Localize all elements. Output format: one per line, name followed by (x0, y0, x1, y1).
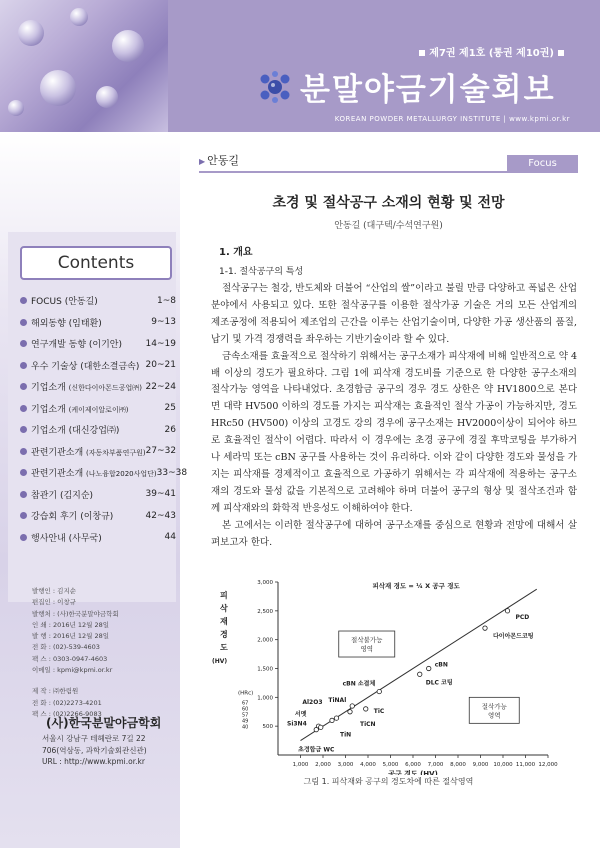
hrc-label: (HRc) (238, 690, 254, 697)
y-axis-label: 피 (220, 591, 228, 600)
data-point-label: cBN 소결체 (342, 680, 376, 688)
data-point-label: TiCN (360, 720, 376, 728)
figure-caption: 그림 1. 피삭재와 공구의 경도차에 따른 절삭영역 (303, 777, 474, 786)
region-unable-label: 절삭불가능 (351, 636, 383, 645)
bullet-icon (20, 405, 27, 412)
contents-title: Contents (20, 246, 172, 280)
publication-subtitle: KOREAN POWDER METALLURGY INSTITUTE | www.kpmi.or.kr (334, 115, 570, 123)
toc-item-label: 기업소개 (신한다이아몬드공업㈜) (31, 383, 142, 394)
data-point (377, 689, 381, 693)
publication-title: 분말야금기술회보 (300, 72, 556, 108)
bullet-icon (20, 469, 27, 476)
bullet-icon (20, 319, 27, 326)
hrc-tick-label: 57 (242, 712, 249, 719)
data-point (330, 718, 334, 722)
colophon-line (32, 676, 172, 686)
hrc-tick-label: 67 (242, 700, 249, 707)
data-point-label: PCD (515, 613, 530, 621)
toc-item-label: 기업소개 (대신강업㈜) (31, 426, 120, 437)
y-axis-unit: (HV) (212, 658, 228, 665)
toc-item-pages: 39~41 (145, 489, 176, 500)
reference-line-label: 피삭재 경도 = ¼ X 공구 경도 (372, 581, 460, 590)
y-axis-label: 재 (220, 617, 228, 626)
toc-item-pages: 26 (164, 424, 176, 435)
region-able-label: 절삭가능 (481, 702, 507, 711)
y-tick-label: 2,500 (257, 608, 273, 615)
x-tick-label: 3,000 (337, 762, 354, 768)
bullet-icon (20, 426, 27, 433)
bullet-icon (20, 491, 27, 498)
toc-item-pages: 33~38 (156, 467, 188, 478)
data-point-label: TiN (340, 731, 352, 739)
hrc-tick-label: 49 (242, 718, 249, 725)
data-point (418, 672, 422, 676)
focus-tab: Focus (507, 155, 578, 171)
toc-item-label: 연구개발 동향 (이기안) (31, 340, 122, 351)
toc-item-pages: 44 (164, 532, 176, 543)
article-title: 초경 및 절삭공구 소재의 현황 및 전망 (272, 195, 505, 211)
address-line: URL : http://www.kpmi.or.kr (42, 757, 145, 766)
x-tick-label: 7,000 (427, 762, 444, 768)
data-point-label: DLC 코팅 (425, 679, 453, 687)
x-axis-label: 공구 경도 (HV) (388, 770, 438, 775)
colophon-line: 발 행 : 2016년 12월 28일 (32, 632, 109, 641)
colophon-line: 편집인 : 이창규 (32, 598, 76, 607)
toc-item-pages: 25 (164, 403, 176, 414)
x-tick-label: 10,000 (493, 762, 513, 768)
organization-address (42, 733, 147, 768)
toc-item-pages: 27~32 (145, 446, 177, 457)
data-point-label: 서멧 (294, 711, 307, 719)
toc-item-label: 행사안내 (사무국) (31, 533, 102, 544)
organization-name: (사)한국분말야금학회 (46, 716, 162, 730)
toc-item[interactable] (20, 419, 176, 441)
toc-item-note: (신한다이아몬드공업㈜) (68, 384, 142, 393)
molecule-icon (258, 70, 292, 104)
paragraph: 금속소재를 효율적으로 절삭하기 위해서는 공구소재가 피삭재에 비해 일반적으로 약 4배 이상의 경도가 필요하다. 그림 1에 피삭재 경도비를 기준으로 한 다양한 공구소재의 절삭가능 영역을 나타내었다. 초경합금 공구의 경우 경도 상한은 약 HV1800으로 본다면 대략 HV500 이하의 경도를 가지는 피삭재는 효율적인 절삭 가공이 가능하지만, 경도 HRc50 (HV500) 이상의 고경도 강의 경우에 공구소재는 HV2000이상이 되어야 하므로 효율적인 절삭이 어렵다. 따라서 이 경우에는 초경 공구에 경질 후막코팅을 부가하거나 세라믹 또는 cBN 공구를 사용하는 것이 유리하다. 이와 같이 다양한 경도와 물성을 가지는 피삭재를 경제적이고 효율적으로 가공하기 위해서는 각 피삭재에 적용하는 공구소재의 경도와 물성 값을 기본적으로 고려해야 하며 더불어 공구의 형상 및 절삭조건과 함께 피삭재와의 화학적 반응성도 이해하여야 한다. (211, 350, 577, 514)
article-body (211, 281, 577, 552)
toc-item-pages: 22~24 (145, 381, 176, 392)
data-point (350, 704, 354, 708)
y-axis-label: 도 (220, 643, 228, 652)
region-able-label: 영역 (487, 711, 501, 720)
y-tick-label: 1,500 (257, 666, 273, 673)
y-tick-label: 500 (262, 724, 273, 731)
toc-item-label: 관련기관소개 (나노융합2020사업단) (31, 469, 157, 480)
bullet-icon (20, 362, 27, 369)
issue-info: 제7권 제1호 (통권 제10권) (415, 44, 568, 59)
toc-item-note: (케이제이알로이㈜) (68, 405, 129, 414)
toc-item-label: 관련기관소개 (자동차부품연구원) (31, 447, 146, 458)
colophon-line: 발행처 : (사)한국분말야금학회 (32, 609, 119, 618)
colophon-line: 전 화 : (02)-539-4603 (32, 643, 100, 652)
data-point-label: Al2O3 (302, 699, 323, 707)
header-photo (0, 0, 168, 132)
toc-item[interactable] (20, 441, 176, 463)
y-tick-label: 1,000 (257, 695, 273, 702)
toc-item-pages: 9~13 (151, 317, 176, 328)
paragraph: 본 고에서는 이러한 절삭공구에 대하여 공구소재를 중심으로 현황과 전망에 대해서 살펴보고자 한다. (211, 519, 577, 548)
toc-item[interactable] (20, 333, 176, 355)
bullet-icon (20, 383, 27, 390)
x-tick-label: 9,000 (472, 762, 489, 768)
data-point (427, 666, 431, 670)
data-point (348, 710, 352, 714)
x-tick-label: 8,000 (450, 762, 466, 768)
colophon-line: 인 쇄 : 2016년 12월 28일 (32, 620, 109, 629)
colophon-line: 전 화 : (02)2273-4201 (32, 698, 102, 707)
toc-item-label: 해외동향 (임태환) (31, 318, 102, 329)
x-tick-label: 11,000 (515, 762, 536, 768)
x-tick-label: 6,000 (405, 762, 421, 768)
paragraph: 절삭공구는 철강, 반도체와 더불어 “산업의 쌀”이라고 불릴 만큼 다양하고 폭넓은 산업분야에서 사용되고 있다. 또한 절삭공구를 이용한 절삭가공 기술은 거의 모든 산업계의 제조공정에 적용되어 제조업의 근간을 이루는 산업기술이며, 다양한 가공 생산품의 품질, 납기 및 가격 경쟁력을 좌우하는 기반기술이라 할 수 있다. (211, 283, 577, 345)
toc-item[interactable] (20, 484, 176, 506)
colophon-line: 제 작 : ㈜한림원 (32, 687, 79, 696)
bullet-icon (20, 448, 27, 455)
toc-item-pages: 1~8 (157, 295, 176, 306)
toc-item-label: FOCUS (안동길) (31, 297, 98, 308)
data-point (319, 725, 323, 729)
hrc-tick-label: 40 (242, 724, 249, 731)
toc-item[interactable] (20, 290, 176, 312)
data-point-label: TiC (373, 707, 385, 715)
toc-item-label: 우수 기술상 (대한소결금속) (31, 361, 140, 372)
toc-item-note: (자동차부품연구원) (86, 448, 146, 457)
toc-item[interactable] (20, 376, 176, 398)
hardness-chart (208, 570, 568, 775)
colophon-line: 팩 스 : (02)2266-9083 (32, 709, 102, 718)
section-divider (199, 171, 578, 173)
hrc-tick-label: 60 (242, 706, 249, 713)
toc-item[interactable] (20, 527, 176, 549)
article-author: 안동길 (대구텍/수석연구원) (334, 221, 443, 231)
data-point-label: 초경합금 WC (298, 746, 335, 754)
address-line: 서울시 강남구 테헤란로 7길 22 (42, 734, 146, 743)
bullet-icon (20, 534, 27, 541)
colophon-line: 이메일 : kpmi@kpmi.or.kr (32, 666, 113, 675)
colophon-line: 팩 스 : 0303-0947-4603 (32, 654, 108, 663)
toc-item[interactable] (20, 355, 176, 377)
x-tick-label: 5,000 (382, 762, 399, 768)
triangle-icon: ▶ (199, 157, 206, 166)
x-tick-label: 1,000 (292, 762, 309, 768)
data-point-label: cBN (434, 661, 448, 669)
x-tick-label: 12,000 (538, 762, 558, 768)
y-axis-label: 경 (220, 630, 228, 639)
data-point (483, 626, 487, 630)
toc-item[interactable] (20, 312, 176, 334)
data-point (364, 707, 368, 711)
table-of-contents (20, 290, 188, 548)
figure-1 (208, 570, 568, 792)
x-tick-label: 4,000 (360, 762, 376, 768)
data-point-label: 다이아몬드코팅 (493, 633, 534, 641)
y-tick-label: 2,000 (257, 637, 273, 644)
toc-item-note: (나노융합2020사업단) (86, 470, 157, 479)
toc-item-label: 참관기 (김지순) (31, 490, 94, 501)
masthead (0, 0, 600, 132)
toc-item[interactable] (20, 398, 176, 420)
x-tick-label: 2,000 (315, 762, 331, 768)
bullet-icon (20, 512, 27, 519)
data-point (505, 609, 509, 613)
colophon (32, 586, 172, 720)
toc-item[interactable] (20, 462, 188, 484)
toc-item[interactable] (20, 505, 176, 527)
section-author: ▶ 안동길 (199, 154, 240, 167)
subheading-characteristics: 1-1. 절삭공구의 특성 (219, 267, 304, 277)
data-point (314, 727, 318, 731)
toc-item-pages: 42~43 (145, 510, 176, 521)
toc-item-label: 기업소개 (케이제이알로이㈜) (31, 404, 129, 415)
address-line: 706(역삼동, 과학기술회관신관) (42, 745, 147, 755)
toc-item-pages: 20~21 (145, 360, 176, 371)
toc-item-pages: 14~19 (145, 338, 176, 349)
region-unable-label: 영역 (360, 645, 374, 654)
bullet-icon (20, 340, 27, 347)
y-axis-label: 삭 (220, 604, 228, 613)
y-tick-label: 3,000 (257, 580, 273, 586)
toc-item-label: 강습회 후기 (이창규) (31, 512, 114, 523)
heading-overview: 1. 개요 (219, 247, 253, 258)
bullet-icon (20, 297, 27, 304)
colophon-line: 발행인 : 김지순 (32, 587, 76, 595)
data-point (334, 716, 338, 720)
data-point-label: Si3N4 (287, 720, 307, 728)
data-point-label: TiNAl (328, 696, 347, 704)
